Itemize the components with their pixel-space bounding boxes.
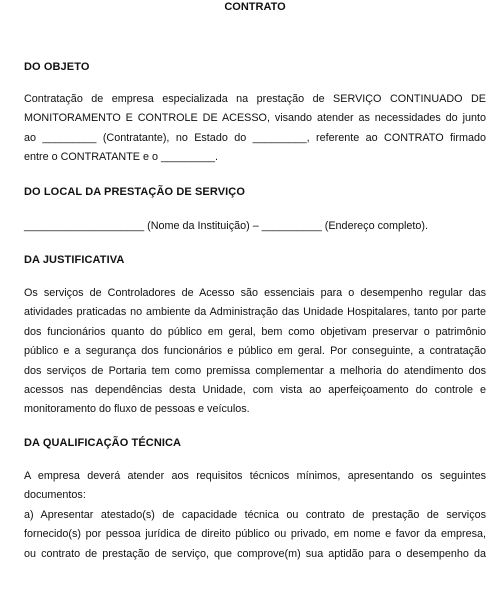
text-line: fornecido(s) por pessoa jurídica de direito público ou privado, em nome e favor da empresa, — [24, 528, 486, 541]
text-line: documentos: — [24, 489, 86, 502]
text-line: Os serviços de Controladores de Acesso são essenciais para o desempenho regular das — [24, 287, 486, 300]
section-text-objeto — [24, 90, 486, 168]
text-line: MONITORAMENTO E CONTROLE DE ACESSO, visando atender as necessidades do junto — [24, 112, 486, 125]
section-text-justificativa — [24, 284, 486, 420]
section-text-local — [24, 217, 486, 236]
text-line: dos funcionários quanto do público em geral, bem como objetivam preservar o patrimônio — [24, 325, 486, 338]
text-line: público e a segurança dos funcionários e público em geral. Por conseguinte, a contratação — [24, 345, 486, 358]
document-title: CONTRATO — [224, 1, 286, 13]
text-line: monitoramento do fluxo de pessoas e veículos. — [24, 403, 250, 416]
section-heading-justificativa: DA JUSTIFICATIVA — [24, 254, 125, 267]
text-line: ____________________ (Nome da Instituição) – __________ (Endereço completo). — [24, 219, 428, 232]
text-line: Contratação de empresa especializada na prestação de SERVIÇO CONTINUADO DE — [24, 93, 486, 105]
text-line: atividades praticadas no ambiente da Administração das Unidade Hospitalares, tanto por parte — [24, 306, 486, 319]
section-heading-qualificacao: DA QUALIFICAÇÃO TÉCNICA — [24, 436, 182, 449]
text-line: dos serviços de Portaria tem como premissa complementar a melhoria do atendimento dos — [24, 364, 486, 377]
section-text-qualificacao — [24, 467, 486, 564]
text-line: a) Apresentar atestado(s) de capacidade técnica ou contrato de prestação de serviços — [24, 508, 486, 521]
text-line: ao _________ (Contratante), no Estado do _________, referente ao CONTRATO firmado — [24, 131, 486, 144]
section-heading-local: DO LOCAL DA PRESTAÇÃO DE SERVIÇO — [24, 185, 245, 198]
text-line: A empresa deverá atender aos requisitos técnicos mínimos, apresentando os seguintes — [24, 469, 486, 482]
text-line: acessos nas dependências desta Unidade, com vista ao aperfeiçoamento do controle e — [24, 384, 486, 397]
text-line: entre o CONTRATANTE e o _________. — [24, 151, 219, 164]
section-heading-objeto: DO OBJETO — [24, 61, 90, 73]
text-line: ou contrato de prestação de serviço, que comprove(m) sua aptidão para o desempenho da — [24, 547, 486, 560]
